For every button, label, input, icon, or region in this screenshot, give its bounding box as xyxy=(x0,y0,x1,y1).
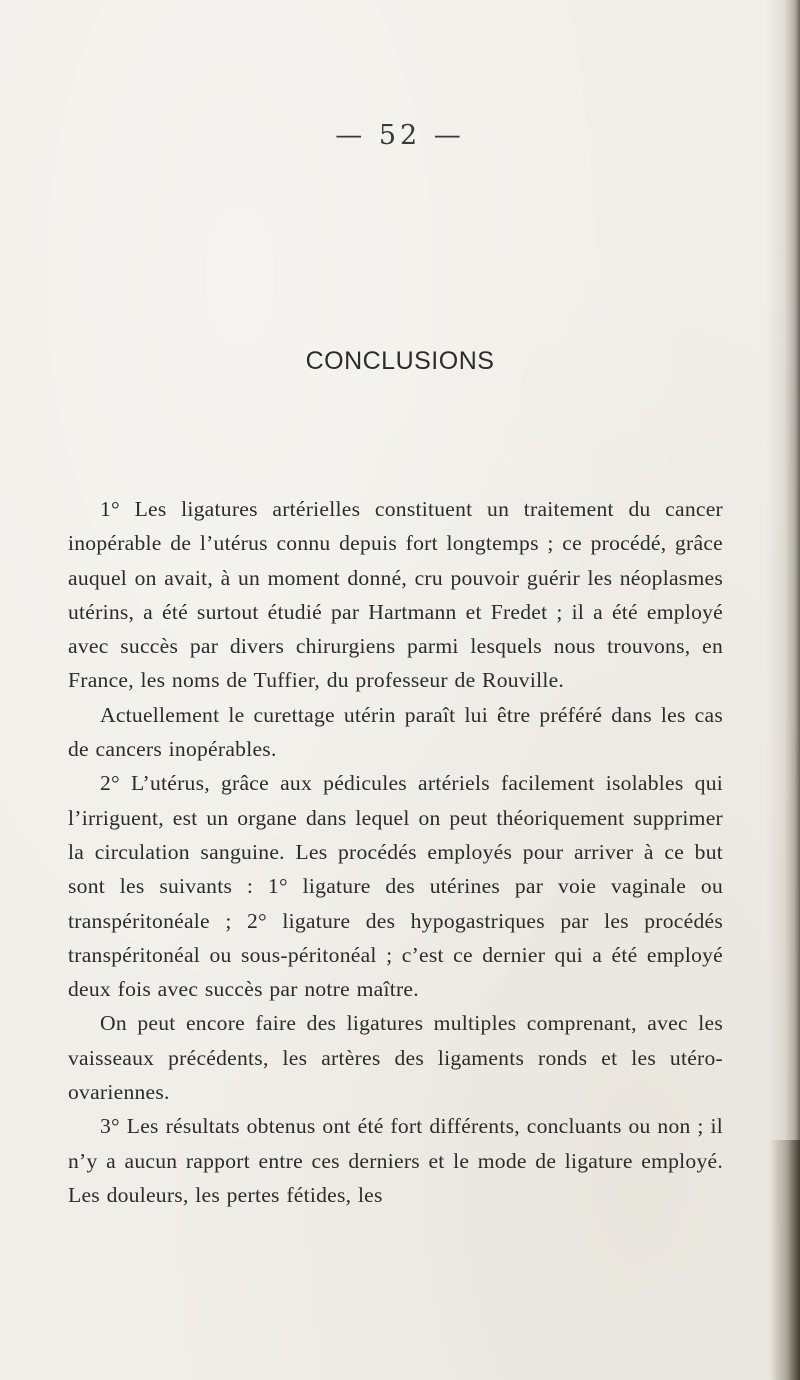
paragraph-2: Actuellement le curettage utérin paraît lui être préféré dans les cas de cancers inopérables. xyxy=(68,702,723,762)
paragraph-3: 2° L’utérus, grâce aux pédicules artériels facilement isolables qui l’irriguent, est un organe dans lequel on peut théoriquement supprimer la circulation sanguine. Les procédés employés pour arriver à ce but sont les suivants : 1° ligature des utérines par voie vaginale ou transpéritonéale ; 2° ligature des hypogastriques par les procédés transpéritonéal ou sous-péritonéal ; c’est ce dernier qui a été employé deux fois avec succès par notre maître. xyxy=(68,771,723,1002)
paragraph-5: 3° Les résultats obtenus ont été fort différents, concluants ou non ; il n’y a aucun rapport entre ces derniers et le mode de ligature employé. Les douleurs, les pertes fétides, les xyxy=(68,1114,723,1207)
paragraph-4: On peut encore faire des ligatures multiples comprenant, avec les vaisseaux précédents, les artères des ligaments ronds et les utéro-ovariennes. xyxy=(68,1011,723,1105)
paragraph-1: 1° Les ligatures artérielles constituent un traitement du cancer inopérable de l’utérus connu depuis fort longtemps ; ce procédé, grâce auquel on avait, à un moment donné, cru pouvoir guérir les néoplasmes utérins, a été surtout étudié par Hartmann et Fredet ; il a été employé avec succès par divers chirurgiens parmi lesquels nous trouvons, en France, les noms de Tuffier, du professeur de Rouville. xyxy=(68,497,723,693)
page-number: — 52 — xyxy=(335,120,465,151)
body-text xyxy=(68,492,723,1212)
section-heading: CONCLUSIONS xyxy=(305,347,495,375)
page-edge-shadow-bottom xyxy=(770,1140,800,1380)
